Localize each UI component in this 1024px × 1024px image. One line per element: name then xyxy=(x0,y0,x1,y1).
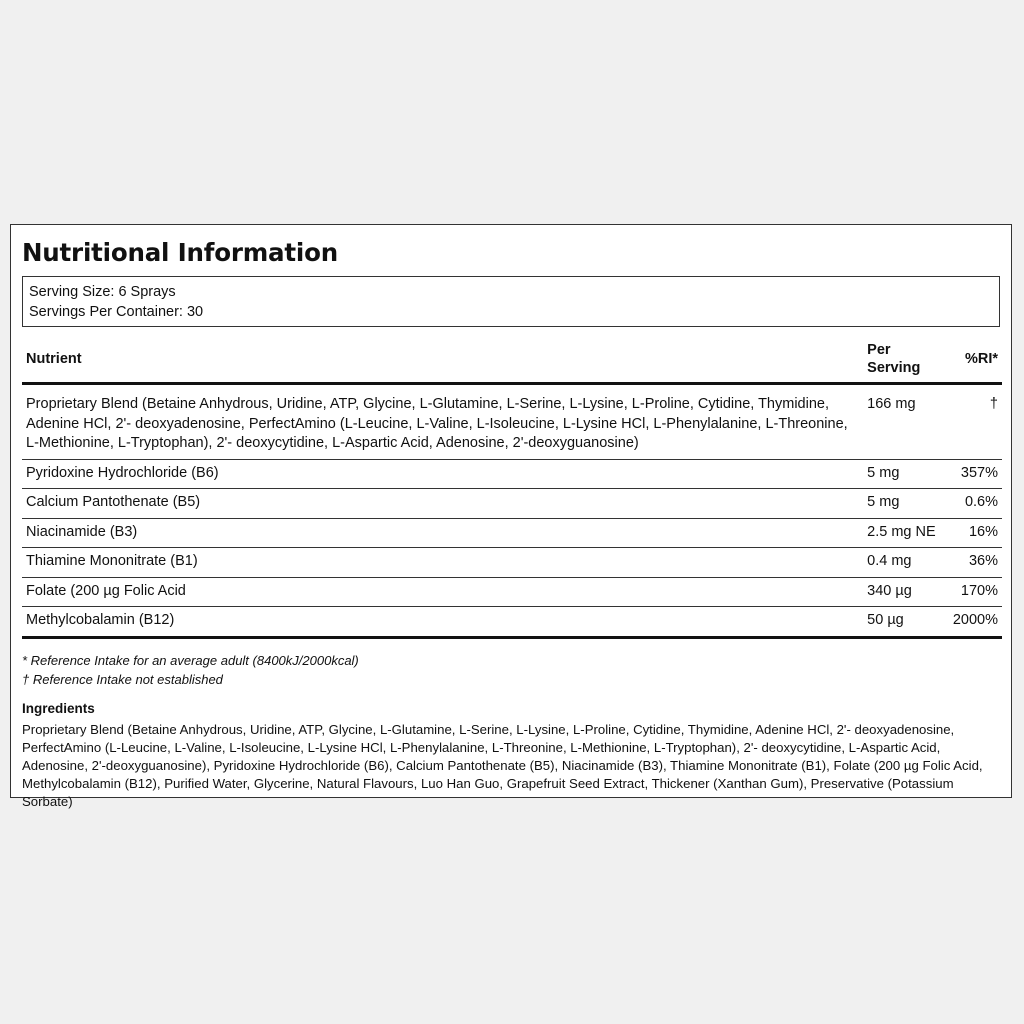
ingredients-heading: Ingredients xyxy=(22,700,95,716)
per-serving-value: 166 mg xyxy=(863,384,948,460)
per-serving-value: 0.4 mg xyxy=(863,548,948,578)
serving-size: Serving Size: 6 Sprays xyxy=(29,284,176,300)
table-row xyxy=(22,489,1002,519)
page-title: Nutritional Information xyxy=(22,238,338,267)
header-per-serving: Per Serving xyxy=(863,339,948,384)
per-serving-value: 2.5 mg NE xyxy=(863,518,948,548)
dagger-footnote: † Reference Intake not established xyxy=(22,671,223,687)
servings-per-container: Servings Per Container: 30 xyxy=(29,303,204,320)
table-header-row xyxy=(22,339,1002,384)
per-serving-value: 50 µg xyxy=(863,607,948,638)
ri-value: 16% xyxy=(948,518,1002,548)
nutrient-name: Methylcobalamin (B12) xyxy=(22,607,863,638)
per-serving-value: 340 µg xyxy=(863,577,948,607)
nutrient-name: Thiamine Mononitrate (B1) xyxy=(22,548,863,578)
table-row xyxy=(22,607,1002,638)
table-row xyxy=(22,577,1002,607)
nutrient-name: Calcium Pantothenate (B5) xyxy=(22,489,863,519)
footnotes xyxy=(22,651,1000,689)
nutrient-name: Niacinamide (B3) xyxy=(22,518,863,548)
header-ri: %RI* xyxy=(948,339,1002,384)
ri-value: 2000% xyxy=(948,607,1002,638)
table-row xyxy=(22,459,1002,489)
nutrient-table xyxy=(22,339,1002,639)
nutrition-panel xyxy=(10,224,1012,810)
table-row xyxy=(22,518,1002,548)
ri-value: 170% xyxy=(948,577,1002,607)
per-serving-value: 5 mg xyxy=(863,489,948,519)
nutrient-name: Proprietary Blend (Betaine Anhydrous, Uridine, ATP, Glycine, L-Glutamine, L-Serine, L-Lysine, L-Proline, Cytidine, Thymidine, Adenine HCl, 2'- deoxyadenosine, PerfectAmino (L-Leucine, L-Valine, L-Isoleucine, L-Lysine HCl, L-Phenylalanine, L-Threonine, L-Methionine, L-Tryptophan), 2'- deoxycytidine, L-Aspartic Acid, Adenosine, 2'-deoxyguanosine) xyxy=(22,384,863,460)
table-row xyxy=(22,548,1002,578)
ingredients-text: Proprietary Blend (Betaine Anhydrous, Uridine, ATP, Glycine, L-Glutamine, L-Serine, L-Lysine, L-Proline, Cytidine, Thymidine, Adenine HCl, 2'- deoxyadenosine, PerfectAmino (L-Leucine, L-Valine, L-Isoleucine, L-Lysine HCl, L-Phenylalanine, L-Threonine, L-Methionine, L-Tryptophan), 2'- deoxycytidine, L-Aspartic Acid, Adenosine, 2'-deoxyguanosine), Pyridoxine Hydrochloride (B6), Calcium Pantothenate (B5), Niacinamide (B3), Thiamine Mononitrate (B1), Folate (200 µg Folic Acid, Methylcobalamin (B12), Purified Water, Glycerine, Natural Flavours, Luo Han Guo, Grapefruit Seed Extract, Thickener (Xanthan Gum), Preservative (Potassium Sorbate) xyxy=(22,721,983,810)
nutrient-name: Folate (200 µg Folic Acid xyxy=(22,577,863,607)
ri-value: † xyxy=(948,384,1002,460)
per-serving-value: 5 mg xyxy=(863,459,948,489)
nutrient-name: Pyridoxine Hydrochloride (B6) xyxy=(22,459,863,489)
serving-info-box xyxy=(22,276,1000,327)
ri-footnote: * Reference Intake for an average adult (8400kJ/2000kcal) xyxy=(22,652,359,668)
ri-value: 0.6% xyxy=(948,489,1002,519)
ri-value: 36% xyxy=(948,548,1002,578)
table-row xyxy=(22,384,1002,460)
ri-value: 357% xyxy=(948,459,1002,489)
header-nutrient: Nutrient xyxy=(22,339,863,384)
